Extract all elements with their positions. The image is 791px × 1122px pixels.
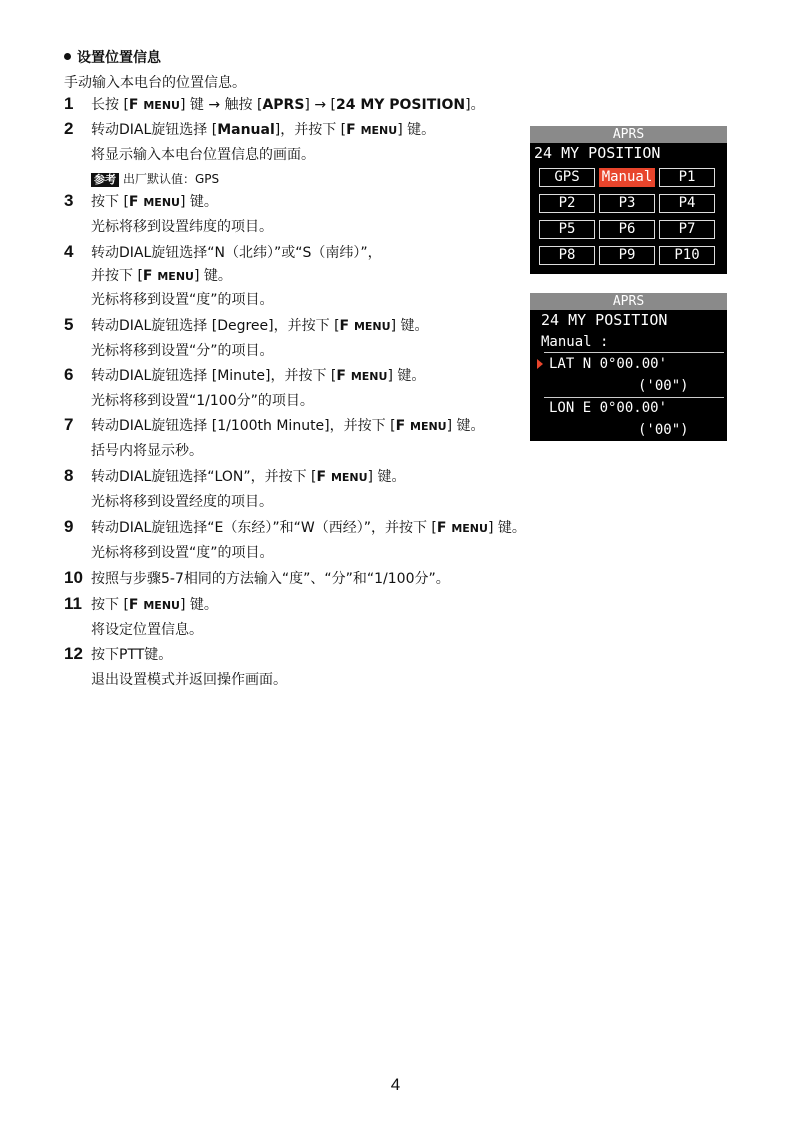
option-p3[interactable]: P3 — [599, 194, 655, 213]
option-gps[interactable]: GPS — [539, 168, 595, 187]
note-default: 参考 出厂默认值：GPS — [91, 169, 219, 189]
option-p9[interactable]: P9 — [599, 246, 655, 265]
screen-title: APRS — [530, 126, 727, 143]
option-p8[interactable]: P8 — [539, 246, 595, 265]
bullet-icon — [64, 53, 71, 60]
mode-label: Manual : — [541, 334, 609, 350]
option-manual[interactable]: Manual — [599, 168, 655, 187]
longitude-value[interactable]: LON E 0°00.00' — [549, 400, 668, 416]
screen-subtitle: 24 MY POSITION — [541, 311, 668, 329]
option-p1[interactable]: P1 — [659, 168, 715, 187]
option-p10[interactable]: P10 — [659, 246, 715, 265]
page-number: 4 — [390, 1075, 401, 1094]
option-p7[interactable]: P7 — [659, 220, 715, 239]
screen-title: APRS — [530, 293, 727, 310]
latitude-seconds: ('00") — [638, 378, 689, 394]
intro-text: 手动输入本电台的位置信息。 — [64, 75, 246, 91]
option-p6[interactable]: P6 — [599, 220, 655, 239]
latitude-value[interactable]: LAT N 0°00.00' — [549, 356, 668, 372]
option-p5[interactable]: P5 — [539, 220, 595, 239]
option-p4[interactable]: P4 — [659, 194, 715, 213]
screen-subtitle: 24 MY POSITION — [534, 144, 661, 162]
lcd-screen-manual-position — [530, 293, 727, 441]
note-tag: 参考 — [91, 173, 119, 187]
divider — [544, 352, 724, 353]
section-heading: 设置位置信息 — [64, 47, 161, 67]
longitude-seconds: ('00") — [638, 422, 689, 438]
lcd-screen-position-select — [530, 126, 727, 274]
option-p2[interactable]: P2 — [539, 194, 595, 213]
